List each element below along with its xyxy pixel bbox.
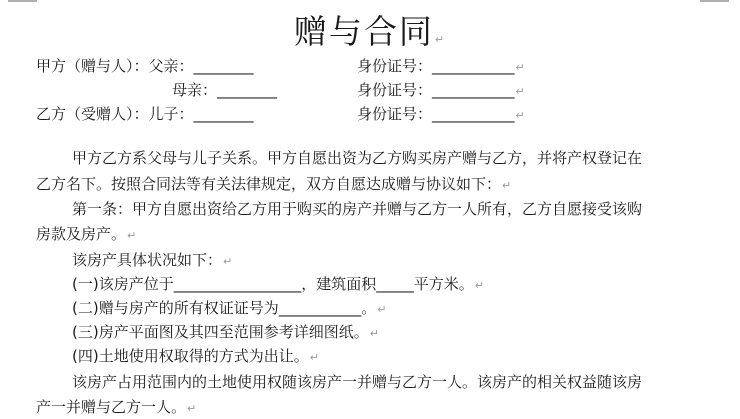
paragraph-mark-icon: ↵ bbox=[474, 279, 484, 292]
item-text: (三)房产平面图及其四至范围参考详细图纸。 bbox=[72, 323, 369, 341]
paragraph-mark-icon: ↵ bbox=[369, 327, 379, 340]
margin-mark-left bbox=[8, 0, 37, 2]
id-label: 身份证号： bbox=[357, 57, 433, 75]
role-label: 儿子： bbox=[148, 105, 194, 123]
item-1 bbox=[72, 274, 484, 296]
party-label: 乙方（受赠人）： bbox=[36, 105, 149, 123]
paragraph-mark-icon: ↵ bbox=[515, 85, 525, 98]
item-3 bbox=[72, 322, 379, 344]
father-id-blank[interactable]: ___________ bbox=[432, 57, 515, 75]
paragraph-text: 该房产具体状况如下： bbox=[72, 251, 223, 269]
article-1-line-1 bbox=[72, 199, 642, 219]
paragraph-text: 第一条：甲方自愿出资给乙方用于购买的房产并赠与乙方一人所有，乙方自愿接受该购 bbox=[72, 200, 643, 218]
father-name-blank[interactable]: ________ bbox=[193, 57, 254, 75]
paragraph-text: 该房产占用范围内的土地使用权随该房产一并赠与乙方一人。该房产的相关权益随该房 bbox=[72, 373, 643, 391]
property-intro bbox=[72, 250, 232, 272]
son-id-blank[interactable]: ___________ bbox=[432, 105, 515, 123]
id-row-father bbox=[357, 56, 525, 78]
id-row-son bbox=[357, 104, 525, 126]
land-use-line-2 bbox=[36, 397, 196, 419]
margin-mark-right bbox=[700, 0, 729, 2]
item-text: (四)土地使用权取得的方式为出让。 bbox=[72, 347, 309, 365]
role-label: 母亲： bbox=[172, 81, 218, 99]
paragraph-mark-icon: ↵ bbox=[223, 255, 233, 268]
id-row-mother bbox=[357, 80, 525, 102]
land-use-line-1 bbox=[72, 372, 642, 392]
paragraph-text: 产一并赠与乙方一人。 bbox=[36, 398, 187, 416]
paragraph-text: 甲方乙方系父母与儿子关系。甲方自愿出资为乙方购买房产赠与乙方，并将产权登记在 bbox=[72, 149, 643, 167]
paragraph-mark-icon: ↵ bbox=[502, 179, 512, 192]
item-2 bbox=[72, 298, 386, 320]
article-1-line-2 bbox=[36, 224, 136, 246]
item-text: (二)赠与房产的所有权证证号为___________。 bbox=[72, 299, 377, 317]
title-text: 赠与合同 bbox=[293, 12, 434, 51]
son-name-blank[interactable]: ________ bbox=[193, 105, 254, 123]
item-4 bbox=[72, 346, 319, 368]
party-row-son bbox=[36, 104, 254, 124]
paragraph-text: 乙方名下。按照合同法等有关法律规定，双方自愿达成赠与协议如下： bbox=[36, 175, 502, 193]
party-row-father bbox=[36, 56, 254, 76]
document-title bbox=[0, 6, 740, 53]
paragraph-mark-icon: ↵ bbox=[515, 61, 525, 74]
party-label: 甲方（赠与人）： bbox=[36, 57, 149, 75]
paragraph-text: 房款及房产。 bbox=[36, 225, 127, 243]
paragraph-mark-icon: ↵ bbox=[515, 109, 525, 122]
paragraph-mark-icon: ↵ bbox=[309, 351, 319, 364]
mother-name-blank[interactable]: ________ bbox=[217, 81, 278, 99]
id-label: 身份证号： bbox=[357, 105, 433, 123]
paragraph-1-line-2 bbox=[36, 174, 511, 196]
item-text: (一)该房产位于_________________，建筑面积_____平方米。 bbox=[72, 275, 474, 293]
role-label: 父亲： bbox=[148, 57, 194, 75]
paragraph-mark-icon: ↵ bbox=[187, 402, 197, 415]
paragraph-mark-icon: ↵ bbox=[434, 33, 447, 46]
paragraph-mark-icon: ↵ bbox=[377, 303, 387, 316]
id-label: 身份证号： bbox=[357, 81, 433, 99]
paragraph-1-line-1 bbox=[72, 148, 642, 168]
party-row-mother bbox=[172, 80, 277, 100]
mother-id-blank[interactable]: ___________ bbox=[432, 81, 515, 99]
paragraph-mark-icon: ↵ bbox=[127, 229, 137, 242]
